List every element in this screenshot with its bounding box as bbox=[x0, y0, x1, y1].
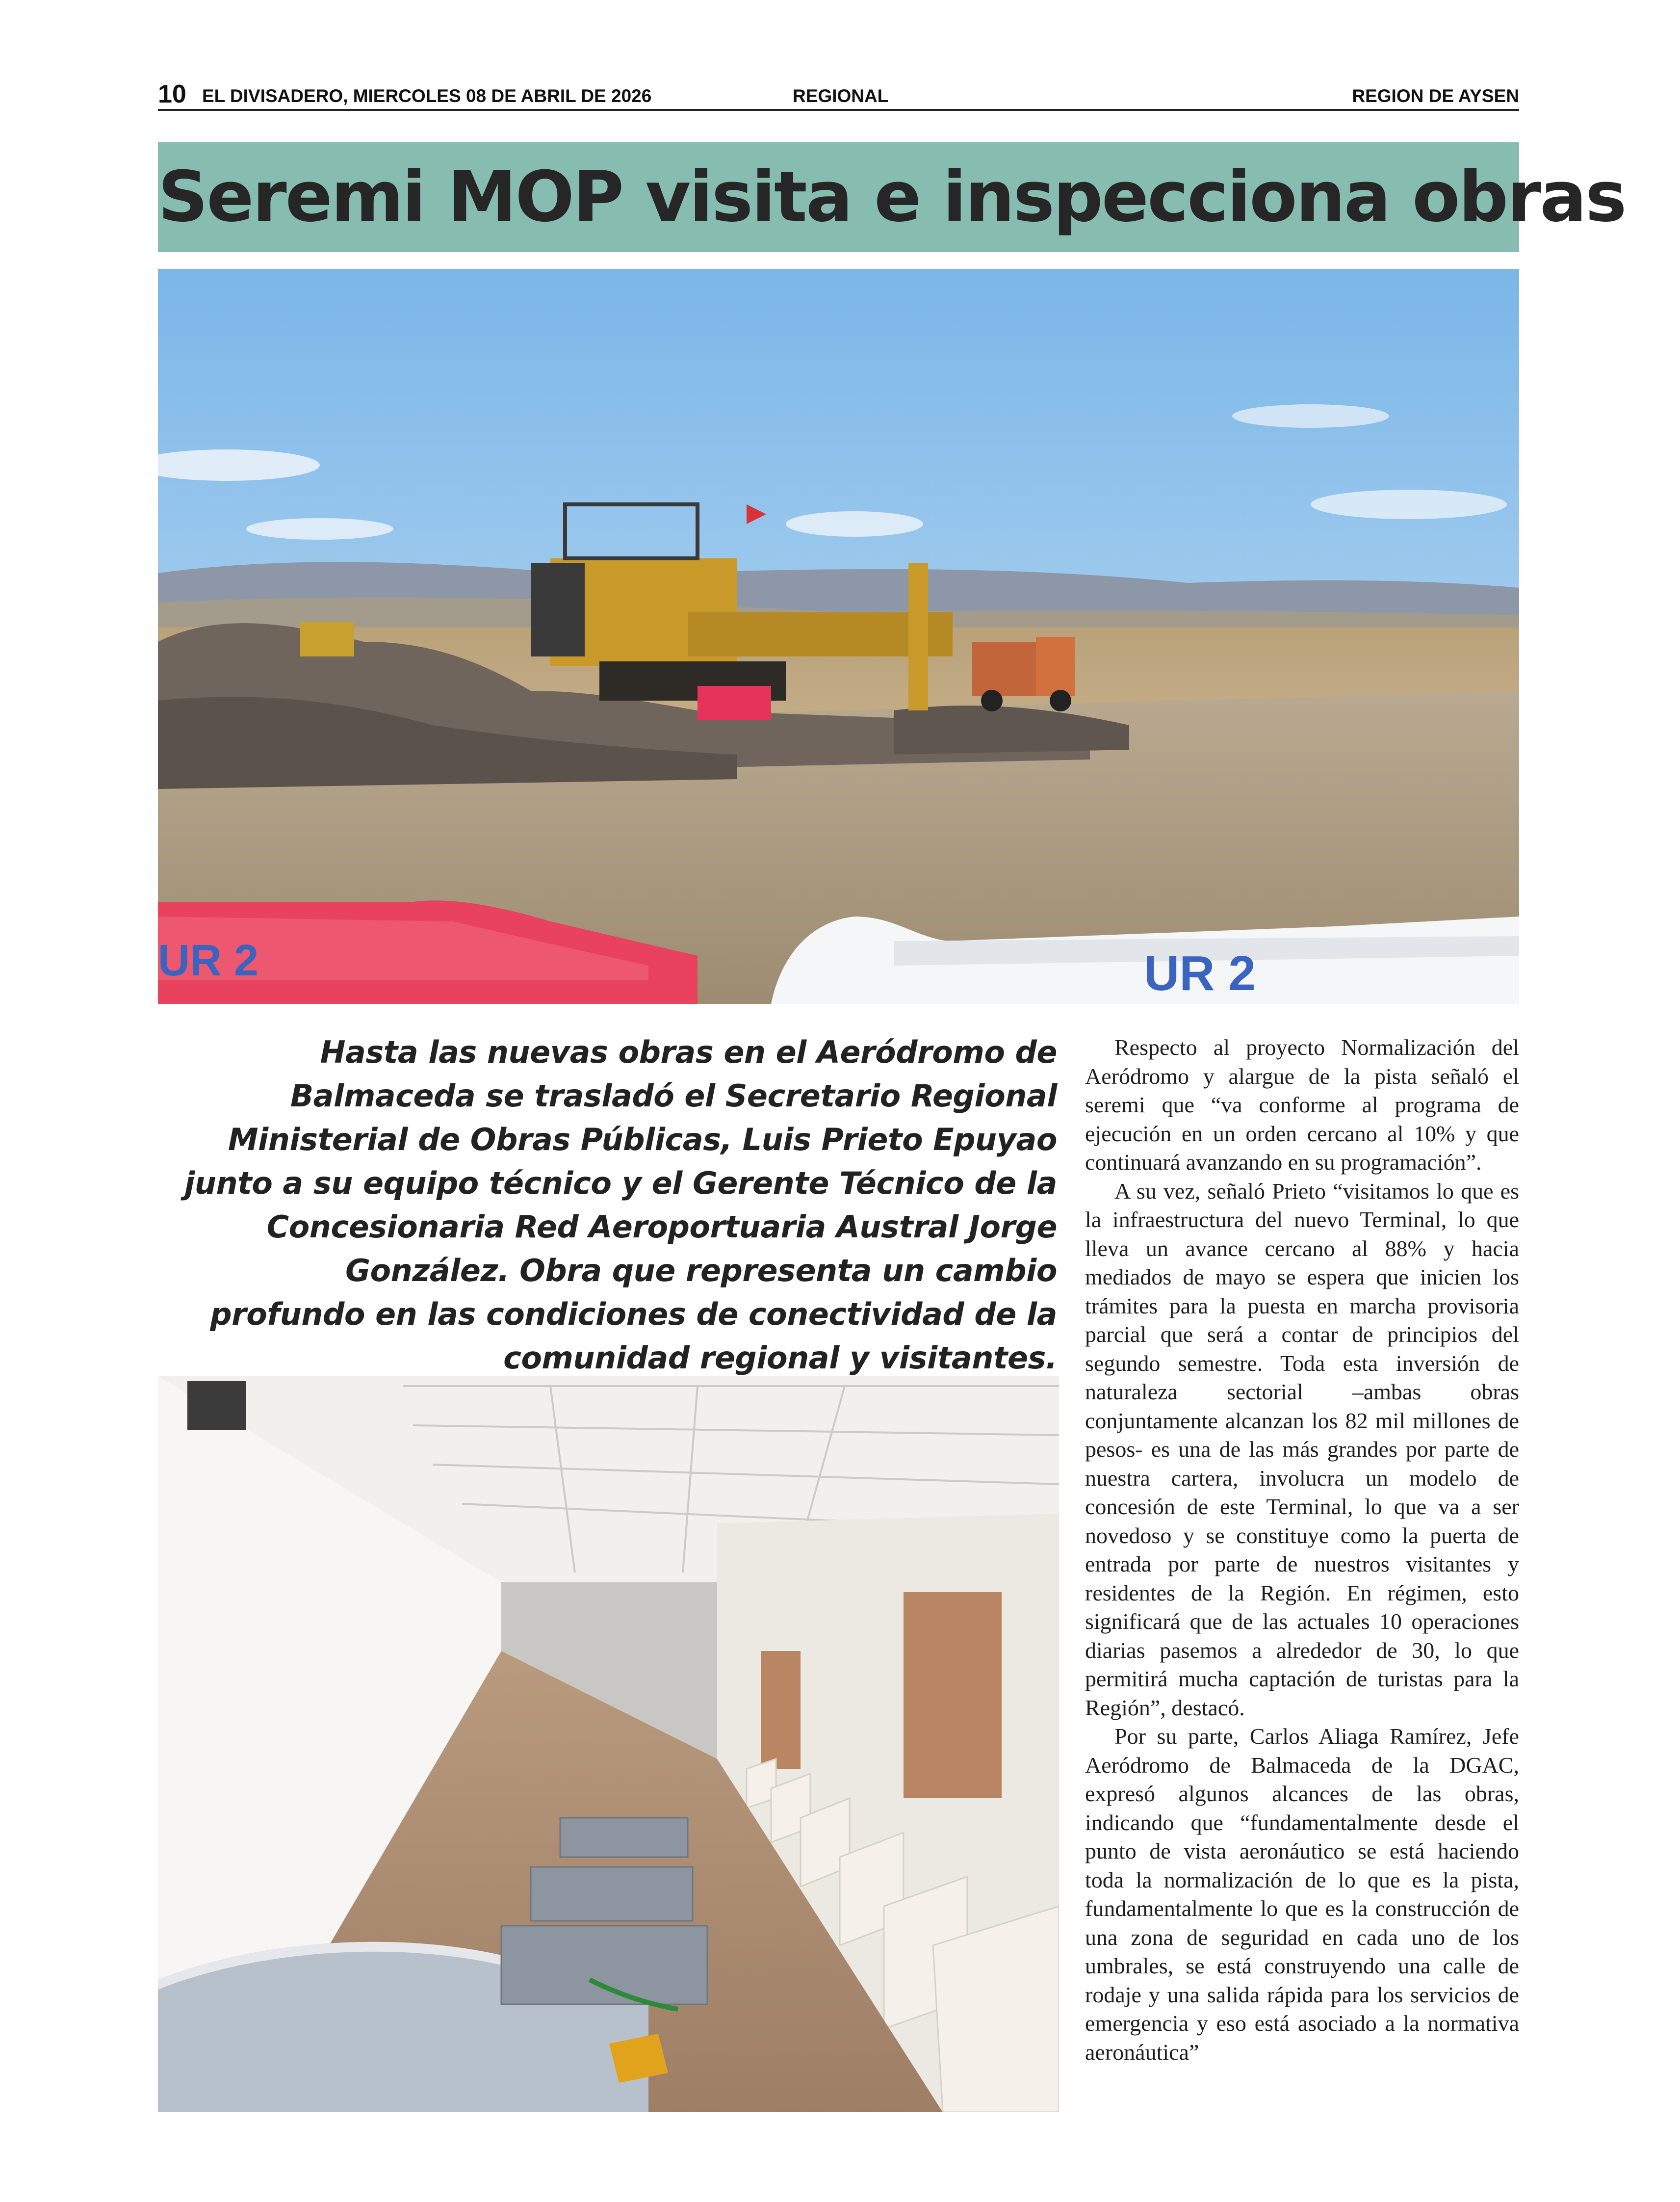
headline: Seremi MOP visita e inspecciona obras bbox=[158, 157, 1626, 237]
lead-paragraph: Hasta las nuevas obras en el Aeródromo de Balmaceda se trasladó el Secretario Regional Ministerial de Obras Públicas, Luis Prieto Epuyao junto a su equipo técnico y el Gerente Técnico de la Concesionaria Red Aeroportuaria Austral Jorge González. Obra que representa un cambio profundo en las condiciones de conectividad de la comunidad regional y visitantes. bbox=[184, 1034, 1057, 1376]
publication-dateline: EL DIVISADERO, MIERCOLES 08 DE ABRIL DE 2026 bbox=[202, 86, 652, 106]
body-paragraph: Respecto al proyecto Normalización del Aeródromo y alargue de la pista señaló el seremi que “va conforme al programa de ejecución en un orden cercano al 10% y que continuará avanzando en su programación”. bbox=[1085, 1035, 1519, 1175]
construction-site-photo bbox=[158, 269, 1519, 1004]
region-label: REGION DE AYSEN bbox=[1352, 86, 1519, 106]
body-paragraph: A su vez, señaló Prieto “visitamos lo que es la infraestructura del nuevo Terminal, lo que lleva un avance cercano al 88% y hacia mediados de mayo se espera que inicien los trámites para la puesta en marcha provisoria parcial que será a contar de principios del segundo semestre. Toda esta inversión de naturaleza sectorial –ambas obras conjuntamente alcanzan los 82 mil millones de pesos- es una de las más grandes por parte de nuestra cartera, involucra un modelo de concesión de este Terminal, lo que va a ser novedoso y se constituye como la puerta de entrada por parte de nuestros visitantes y residentes de la Región. En régimen, esto significará que de las actuales 10 operaciones diarias pasemos a alrededor de 30, lo que permitirá mucha captación de turistas para la Región”, destacó. bbox=[1085, 1178, 1519, 1720]
barrier-label-left: UR 2 bbox=[158, 936, 259, 985]
section-label: REGIONAL bbox=[793, 86, 889, 106]
header-rule bbox=[158, 109, 1519, 111]
terminal-interior-photo bbox=[158, 1376, 1059, 2112]
barrier-label-right: UR 2 bbox=[1144, 946, 1256, 1001]
body-paragraph: Por su parte, Carlos Aliaga Ramírez, Jefe Aeródromo de Balmaceda de la DGAC, expresó algunos alcances de las obras, indicando que “fundamentalmente desde el punto de vista aeronáutico se está haciendo toda la normalización de lo que es la pista, fundamentalmente lo que es la construcción de una zona de seguridad en cada uno de los umbrales, se está construyendo una calle de rodaje y una salida rápida para los servicios de emergencia y eso está asociado a la normativa aeronáutica” bbox=[1085, 1724, 1519, 2065]
article-body bbox=[1085, 1033, 1519, 2067]
page-number: 10 bbox=[158, 80, 186, 108]
